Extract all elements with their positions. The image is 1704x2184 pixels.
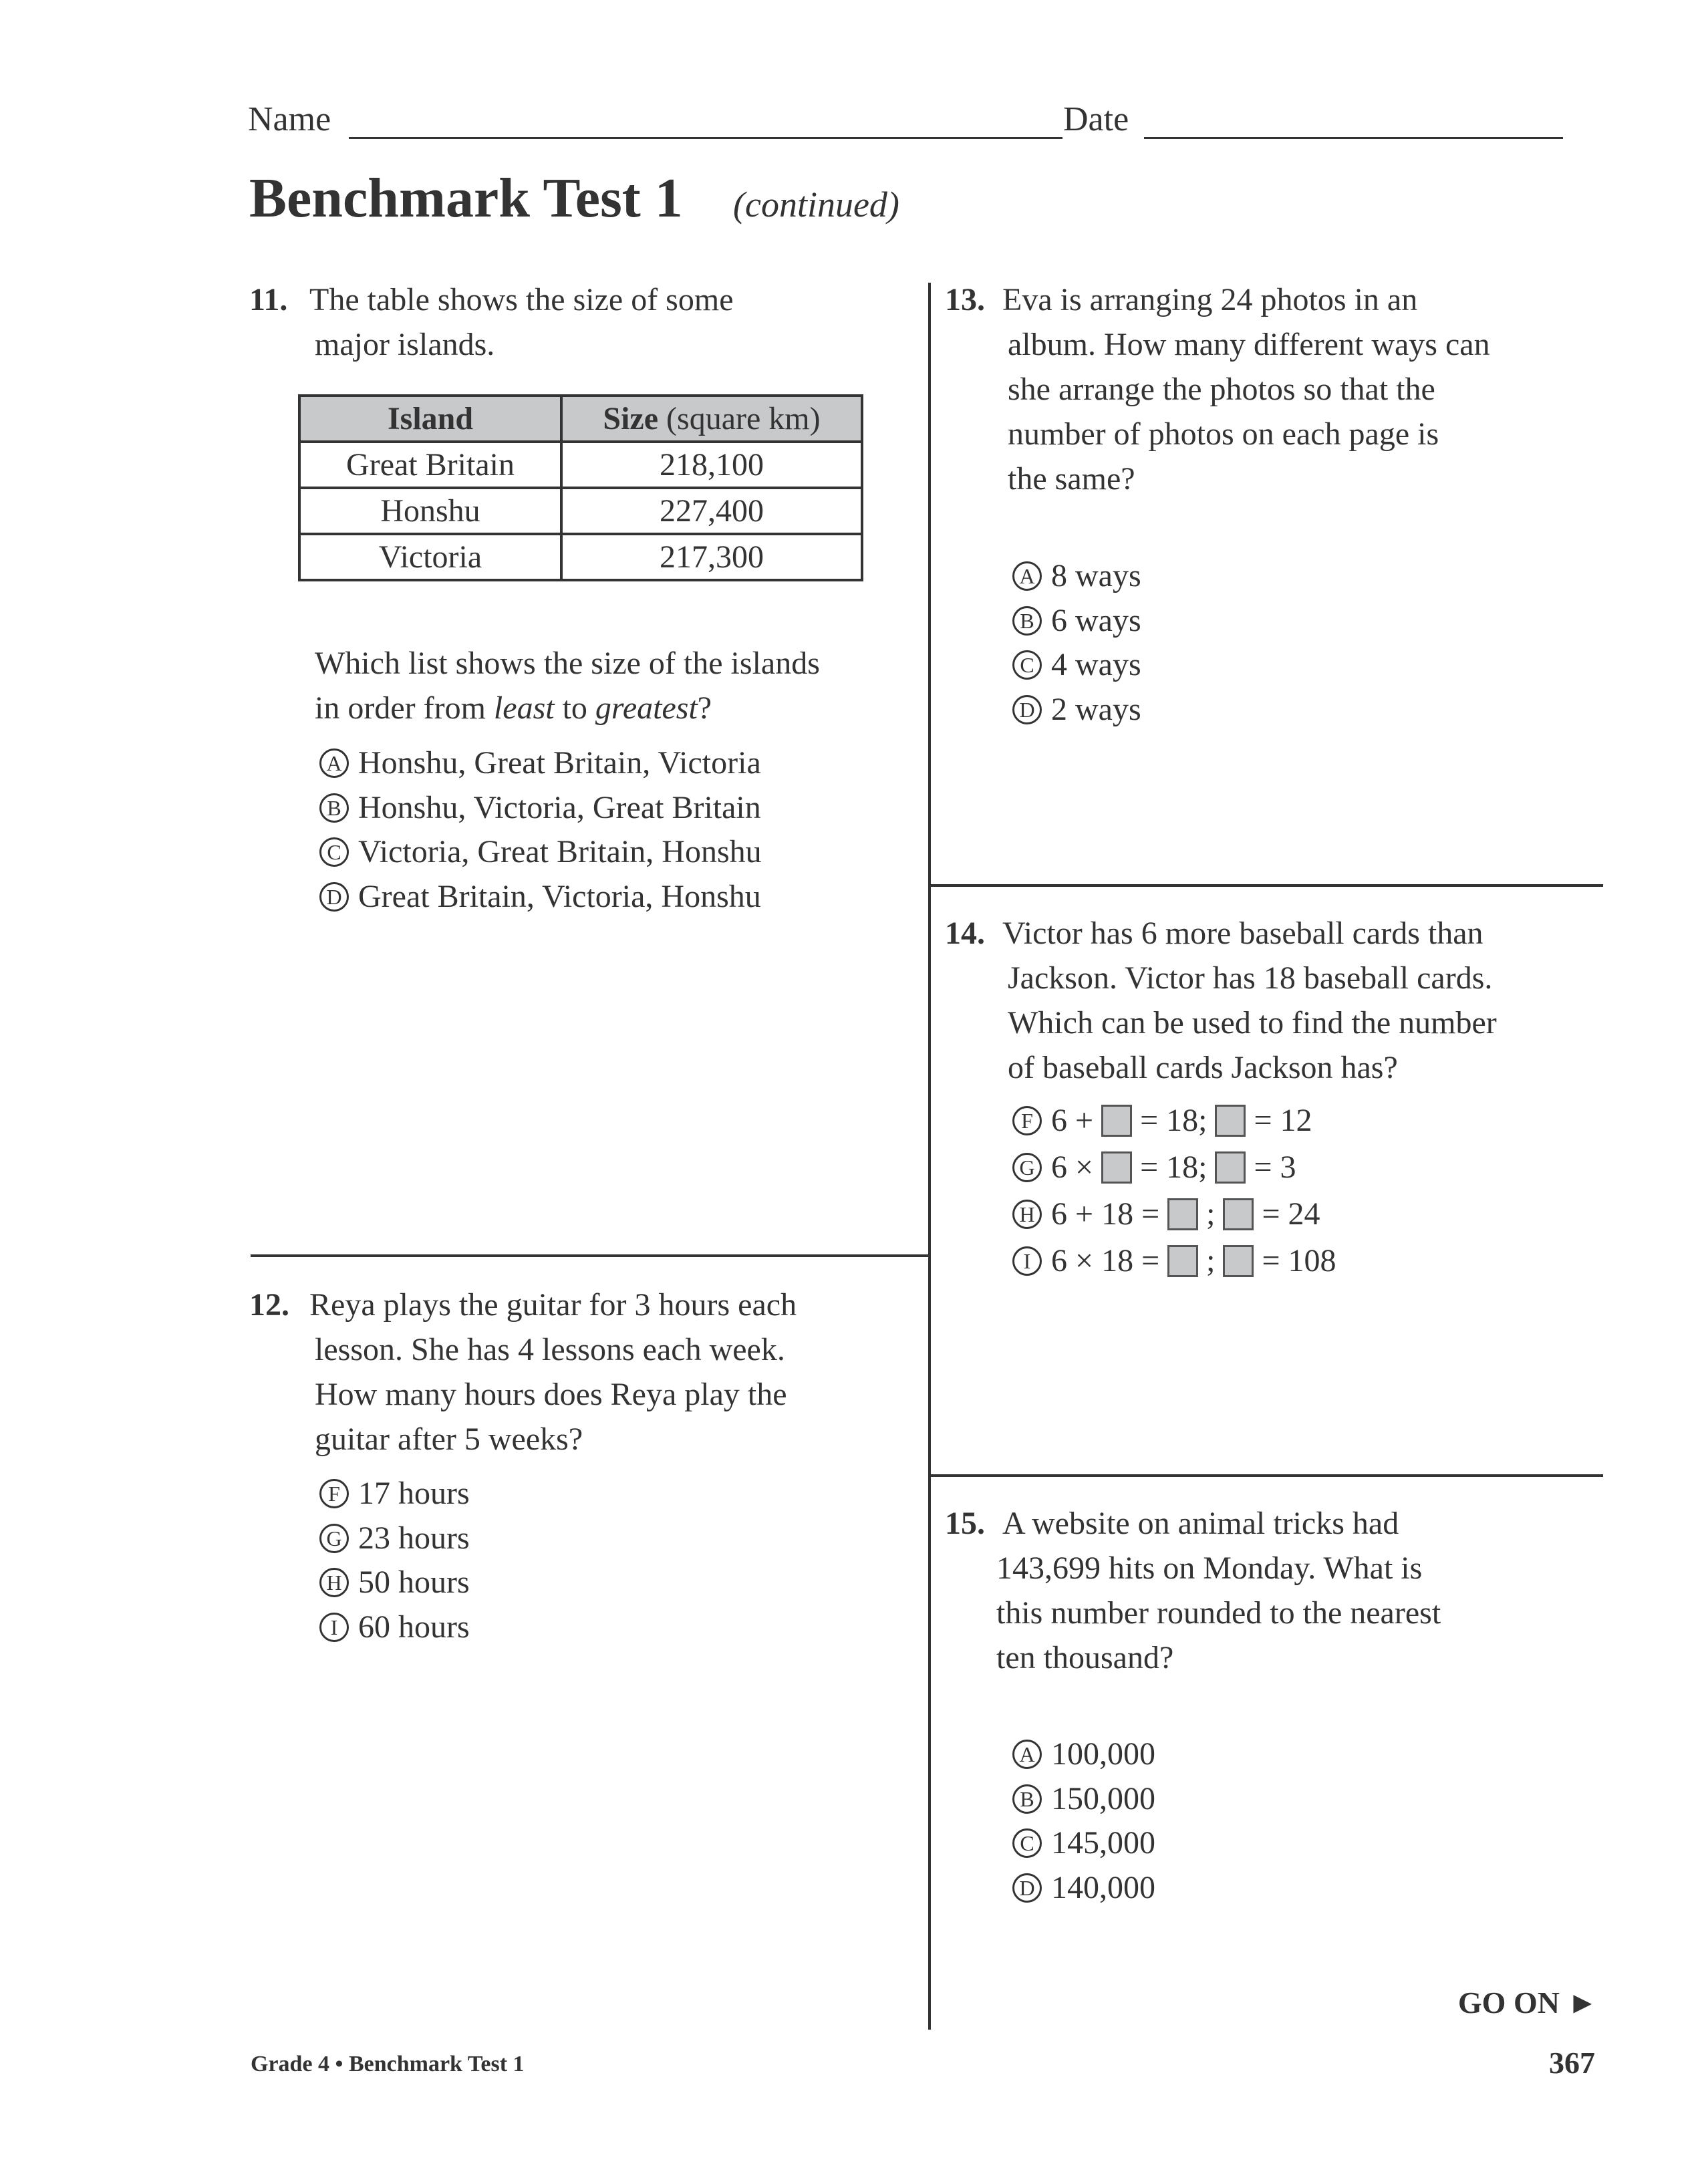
answer-bubble-icon[interactable]: C [1012, 1828, 1042, 1858]
option-text-part: 6 + 18 = [1051, 1196, 1160, 1232]
question-text: Eva is arranging 24 photos in an [1002, 282, 1418, 317]
option-text: Honshu, Great Britain, Victoria [358, 745, 761, 781]
page-number: 367 [1549, 2046, 1595, 2080]
answer-option-a[interactable] [319, 743, 761, 783]
answer-option-d[interactable] [1012, 1868, 1155, 1908]
footer-label: Grade 4 • Benchmark Test 1 [251, 2052, 525, 2076]
answer-bubble-icon[interactable]: D [1012, 695, 1042, 724]
question-prompt: in order from least to greatest? [315, 690, 712, 726]
answer-option-g[interactable] [319, 1518, 470, 1558]
answer-option-c[interactable] [1012, 645, 1141, 685]
question-text: Victor has 6 more baseball cards than [1002, 916, 1483, 951]
question-text: this number rounded to the nearest [996, 1595, 1441, 1631]
question-text: of baseball cards Jackson has? [1008, 1050, 1398, 1085]
option-text: 2 ways [1051, 691, 1141, 727]
island-cell: Great Britain [299, 442, 561, 488]
option-text: 100,000 [1051, 1736, 1155, 1772]
answer-bubble-icon[interactable]: B [1012, 1784, 1042, 1814]
answer-option-b[interactable] [1012, 601, 1141, 641]
question-number: 12. [249, 1287, 289, 1323]
answer-bubble-icon[interactable]: A [1012, 1740, 1042, 1769]
go-on-label: GO ON ► [1457, 1986, 1598, 2020]
page-title: Benchmark Test 1 [249, 167, 683, 229]
answer-option-b[interactable] [1012, 1779, 1155, 1819]
question-text: lesson. She has 4 lessons each week. [315, 1332, 785, 1367]
table-row [299, 488, 862, 534]
question-number: 15. [945, 1506, 985, 1541]
size-cell: 217,300 [561, 534, 862, 580]
blank-box-icon [1101, 1105, 1132, 1137]
answer-bubble-icon[interactable]: D [319, 882, 349, 912]
question-text: she arrange the photos so that the [1008, 372, 1435, 407]
table-row [299, 534, 862, 580]
question-number: 14. [945, 916, 985, 951]
blank-box-icon [1223, 1198, 1254, 1230]
option-text-part: = 24 [1262, 1196, 1320, 1232]
answer-option-f[interactable] [319, 1474, 470, 1514]
answer-option-i[interactable] [319, 1607, 470, 1647]
answer-bubble-icon[interactable]: F [319, 1479, 349, 1508]
answer-option-f[interactable] [1012, 1101, 1312, 1141]
header-island: Island [299, 396, 561, 442]
option-text: Honshu, Victoria, Great Britain [358, 789, 761, 825]
name-field[interactable] [349, 137, 1062, 139]
option-text-part: 6 × 18 = [1051, 1243, 1160, 1278]
question-text: number of photos on each page is [1008, 416, 1439, 452]
option-text-part: = 12 [1254, 1103, 1312, 1138]
date-label: Date [1063, 100, 1129, 138]
question-text: ten thousand? [996, 1640, 1174, 1675]
option-text: 50 hours [358, 1564, 470, 1600]
page-subtitle: (continued) [733, 184, 899, 225]
answer-bubble-icon[interactable]: A [1012, 561, 1042, 591]
blank-box-icon [1223, 1245, 1254, 1277]
answer-bubble-icon[interactable]: C [319, 837, 349, 867]
option-text-part: = 3 [1254, 1149, 1296, 1185]
option-text: 145,000 [1051, 1825, 1155, 1861]
question-text: Jackson. Victor has 18 baseball cards. [1008, 960, 1493, 996]
option-text: 17 hours [358, 1476, 470, 1511]
question-text: album. How many different ways can [1008, 327, 1490, 362]
option-text-part: 6 + [1051, 1103, 1094, 1138]
divider-q11-q12 [251, 1254, 928, 1257]
answer-option-a[interactable] [1012, 1734, 1155, 1774]
question-number: 13. [945, 282, 985, 317]
option-text: 6 ways [1051, 602, 1141, 638]
islands-table [298, 394, 863, 581]
option-text-part: = 18; [1140, 1103, 1208, 1138]
blank-box-icon [1167, 1245, 1198, 1277]
table-row [299, 442, 862, 488]
divider-q13-q14 [928, 884, 1603, 887]
option-text: 140,000 [1051, 1869, 1155, 1905]
header-size: Size (square km) [561, 396, 862, 442]
answer-option-a[interactable] [1012, 556, 1141, 596]
size-cell: 227,400 [561, 488, 862, 534]
option-text: 4 ways [1051, 647, 1141, 682]
answer-bubble-icon[interactable]: B [319, 793, 349, 823]
answer-bubble-icon[interactable]: C [1012, 650, 1042, 680]
answer-option-i[interactable] [1012, 1241, 1336, 1281]
question-text: guitar after 5 weeks? [315, 1421, 583, 1457]
option-text: 150,000 [1051, 1780, 1155, 1816]
question-number: 11. [249, 282, 288, 317]
date-field[interactable] [1144, 137, 1563, 139]
blank-box-icon [1101, 1151, 1132, 1184]
name-label: Name [248, 100, 331, 138]
option-text: 60 hours [358, 1609, 470, 1645]
table-header-row [299, 396, 862, 442]
column-divider [928, 283, 931, 2030]
blank-box-icon [1215, 1105, 1246, 1137]
answer-option-d[interactable] [1012, 690, 1141, 730]
answer-bubble-icon[interactable]: D [1012, 1873, 1042, 1903]
answer-option-h[interactable] [1012, 1194, 1320, 1234]
question-text: Which can be used to find the number [1008, 1005, 1497, 1041]
option-text-part: = 18; [1140, 1149, 1208, 1185]
option-text-part: 6 × [1051, 1149, 1094, 1185]
option-text: Great Britain, Victoria, Honshu [358, 878, 761, 914]
answer-option-c[interactable] [1012, 1823, 1155, 1863]
answer-option-b[interactable] [319, 788, 761, 828]
blank-box-icon [1215, 1151, 1246, 1184]
answer-option-g[interactable] [1012, 1147, 1296, 1188]
answer-bubble-icon[interactable]: A [319, 748, 349, 778]
answer-bubble-icon[interactable]: F [1012, 1106, 1042, 1135]
answer-option-d[interactable] [319, 877, 761, 917]
answer-bubble-icon[interactable]: G [319, 1524, 349, 1553]
island-cell: Victoria [299, 534, 561, 580]
option-text-part: ; [1206, 1196, 1216, 1232]
blank-box-icon [1167, 1198, 1198, 1230]
answer-bubble-icon[interactable]: G [1012, 1153, 1042, 1182]
option-text-part: = 108 [1262, 1243, 1336, 1278]
question-text: Reya plays the guitar for 3 hours each [309, 1287, 797, 1323]
question-prompt: Which list shows the size of the islands [315, 646, 820, 681]
answer-option-c[interactable] [319, 832, 762, 872]
option-text-part: ; [1206, 1243, 1216, 1278]
question-text: the same? [1008, 461, 1135, 497]
answer-bubble-icon[interactable]: I [1012, 1246, 1042, 1276]
question-text: A website on animal tricks had [1002, 1506, 1399, 1541]
answer-bubble-icon[interactable]: B [1012, 606, 1042, 636]
question-text: The table shows the size of some [309, 282, 734, 317]
answer-bubble-icon[interactable]: I [319, 1613, 349, 1642]
island-cell: Honshu [299, 488, 561, 534]
answer-bubble-icon[interactable]: H [319, 1568, 349, 1597]
question-text: major islands. [315, 327, 495, 362]
answer-option-h[interactable] [319, 1562, 470, 1603]
option-text: Victoria, Great Britain, Honshu [358, 834, 762, 869]
option-text: 23 hours [358, 1520, 470, 1556]
question-text: How many hours does Reya play the [315, 1377, 787, 1412]
option-text: 8 ways [1051, 558, 1141, 593]
answer-bubble-icon[interactable]: H [1012, 1200, 1042, 1229]
size-cell: 218,100 [561, 442, 862, 488]
divider-q14-q15 [928, 1474, 1603, 1477]
question-text: 143,699 hits on Monday. What is [996, 1550, 1423, 1586]
